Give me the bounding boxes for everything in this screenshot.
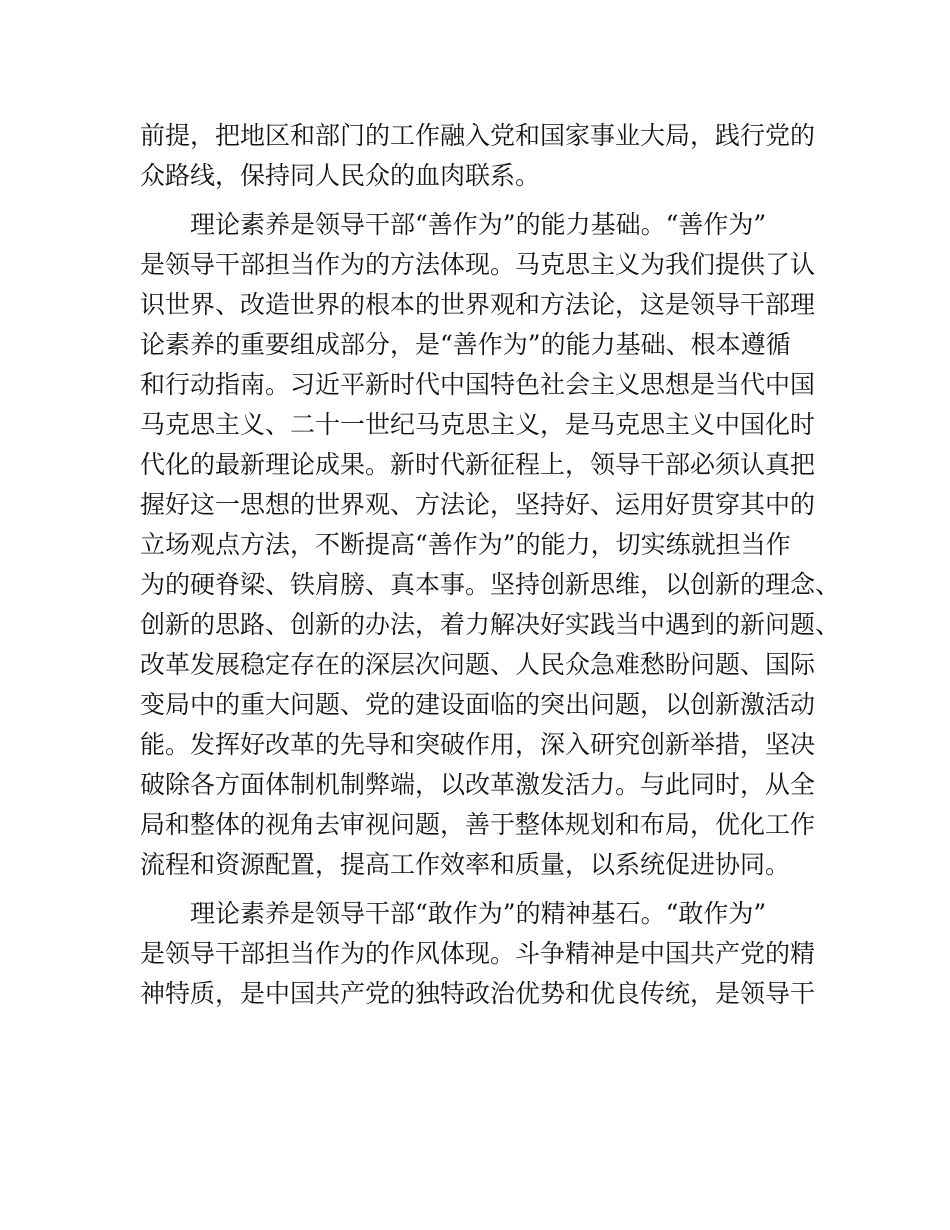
document-body: [140, 116, 841, 1014]
text-line: 是领导干部担当作为的作风体现。斗争精神是中国共产党的精: [140, 939, 816, 968]
text-line: 理论素养是领导干部“敢作为”的精神基石。“敢作为”: [190, 899, 767, 928]
text-line: 破除各方面体制机制弊端，以改革激发活力。与此同时，从全: [140, 770, 816, 799]
text-line: 局和整体的视角去审视问题，善于整体规划和布局，优化工作: [140, 810, 816, 839]
text-line: 识世界、改造世界的根本的世界观和方法论，这是领导干部理: [140, 290, 816, 319]
text-line: 前提，把地区和部门的工作融入党和国家事业大局，践行党的: [140, 121, 816, 150]
text-line: 众路线，保持同人民众的血肉联系。: [140, 161, 541, 190]
text-line: 是领导干部担当作为的方法体现。马克思主义为我们提供了认: [140, 250, 816, 279]
text-line: 代化的最新理论成果。新时代新征程上，领导干部必须认真把: [140, 450, 816, 479]
text-line: 创新的思路、创新的办法，着力解决好实践当中遇到的新问题、: [140, 610, 841, 639]
text-line: 改革发展稳定存在的深层次问题、人民众急难愁盼问题、国际: [140, 650, 816, 679]
text-line: 握好这一思想的世界观、方法论，坚持好、运用好贯穿其中的: [140, 490, 816, 519]
text-line: 立场观点方法，不断提高“善作为”的能力，切实练就担当作: [140, 530, 791, 559]
paragraph-3: [140, 894, 820, 1014]
text-line: 马克思主义、二十一世纪马克思主义，是马克思主义中国化时: [140, 410, 816, 439]
text-line: 变局中的重大问题、党的建设面临的突出问题，以创新激活动: [140, 690, 816, 719]
text-line: 神特质，是中国共产党的独特政治优势和优良传统，是领导干: [140, 979, 816, 1008]
text-line: 和行动指南。习近平新时代中国特色社会主义思想是当代中国: [140, 370, 816, 399]
paragraph-1: [140, 116, 820, 196]
text-line: 能。发挥好改革的先导和突破作用，深入研究创新举措，坚决: [140, 730, 816, 759]
text-line: 为的硬脊梁、铁肩膀、真本事。坚持创新思维，以创新的理念、: [140, 570, 841, 599]
paragraph-2: [140, 205, 841, 885]
text-line: 理论素养是领导干部“善作为”的能力基础。“善作为”: [190, 210, 767, 239]
text-line: 论素养的重要组成部分，是“善作为”的能力基础、根本遵循: [140, 330, 791, 359]
text-line: 流程和资源配置，提高工作效率和质量，以系统促进协同。: [140, 850, 791, 879]
